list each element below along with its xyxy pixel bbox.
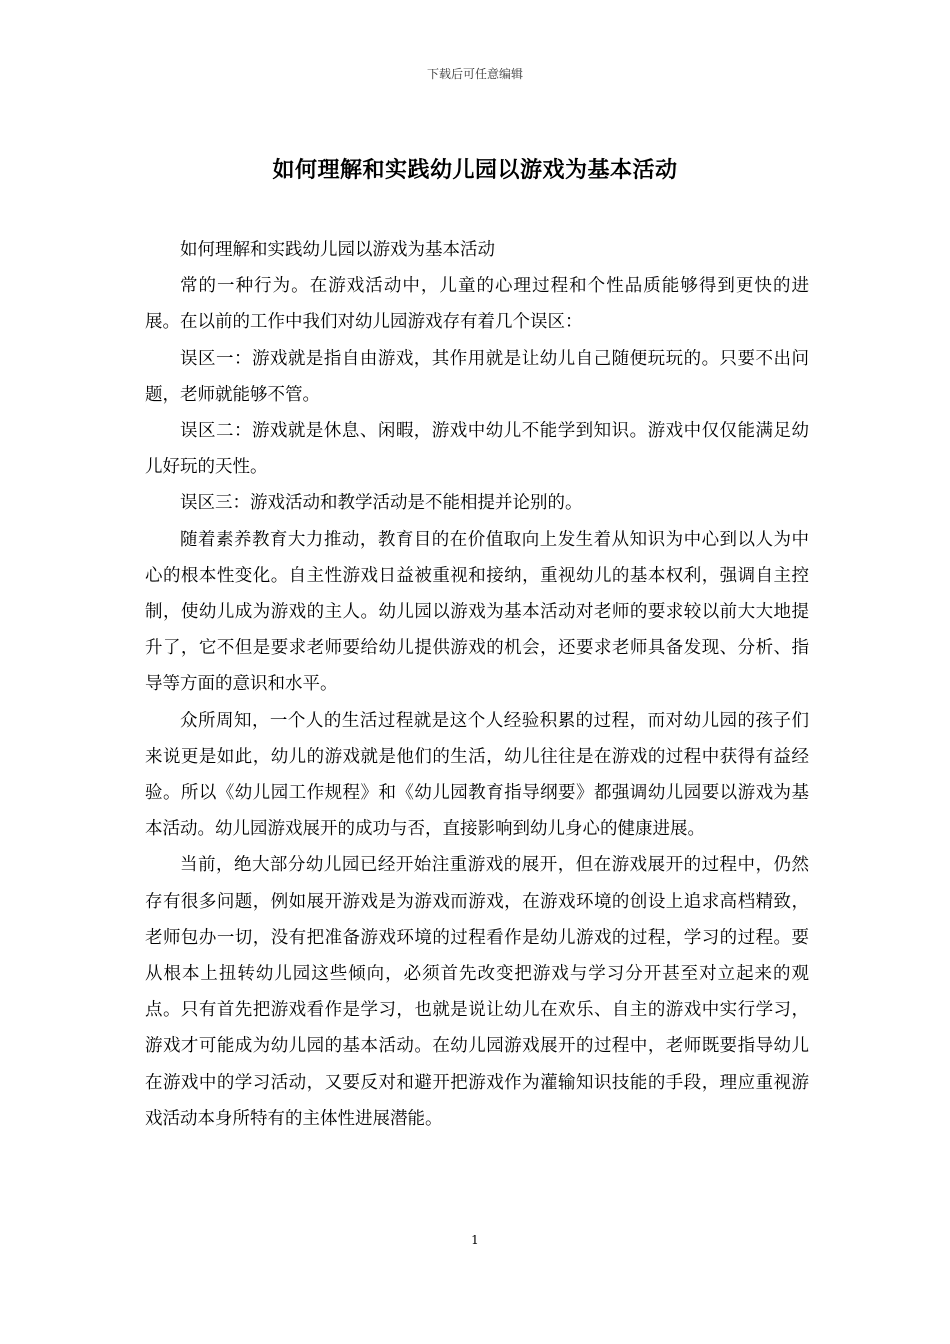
paragraph-intro: 常的一种行为。在游戏活动中，儿童的心理过程和个性品质能够得到更快的进展。在以前的工作中我们对幼儿园游戏存有着几个误区： <box>145 276 809 333</box>
paragraph-misconception-3: 误区三：游戏活动和教学活动是不能相提并论别的。 <box>180 493 583 514</box>
paragraph-subtitle: 如何理解和实践幼儿园以游戏为基本活动 <box>180 240 495 260</box>
header-note: 下载后可任意编辑 <box>426 67 523 81</box>
paragraph-life-experience: 众所周知，一个人的生活过程就是这个人经验积累的过程，而对幼儿园的孩子们来说更是如此，幼儿的游戏就是他们的生活，幼儿往往是在游戏的过程中获得有益经验。所以《幼儿园工作规程》和《幼儿园教育指导纲要》都强调幼儿园要以游戏为基本活动。幼儿园游戏展开的成功与否，直接影响到幼儿身心的健康进展。 <box>145 710 809 840</box>
paragraph-current-issues: 当前，绝大部分幼儿园已经开始注重游戏的展开，但在游戏展开的过程中，仍然存有很多问题，例如展开游戏是为游戏而游戏，在游戏环境的创设上追求高档精致，老师包办一切，没有把准备游戏环境的过程看作是幼儿游戏的过程，学习的过程。要从根本上扭转幼儿园这些倾向，必须首先改变把游戏与学习分开甚至对立起来的观点。只有首先把游戏看作是学习，也就是说让幼儿在欢乐、自主的游戏中实行学习，游戏才可能成为幼儿园的基本活动。在幼儿园游戏展开的过程中，老师既要指导幼儿在游戏中的学习活动，又要反对和避开把游戏作为灌输知识技能的手段，理应重视游戏活动本身所特有的主体性进展潜能。 <box>145 855 809 1129</box>
paragraph-misconception-1: 误区一：游戏就是指自由游戏，其作用就是让幼儿自己随便玩玩的。只要不出问题，老师就能够不管。 <box>145 348 809 405</box>
paragraph-misconception-2: 误区二：游戏就是休息、闲暇，游戏中幼儿不能学到知识。游戏中仅仅能满足幼儿好玩的天性。 <box>145 421 809 478</box>
document-title: 如何理解和实践幼儿园以游戏为基本活动 <box>272 157 678 183</box>
page-number: 1 <box>471 1233 479 1247</box>
document-body <box>145 232 809 1137</box>
paragraph-quality-education: 随着素养教育大力推动，教育目的在价值取向上发生着从知识为中心到以人为中心的根本性变化。自主性游戏日益被重视和接纳，重视幼儿的基本权利，强调自主控制，使幼儿成为游戏的主人。幼儿园以游戏为基本活动对老师的要求较以前大大地提升了，它不但是要求老师要给幼儿提供游戏的机会，还要求老师具备发现、分析、指导等方面的意识和水平。 <box>145 529 809 695</box>
